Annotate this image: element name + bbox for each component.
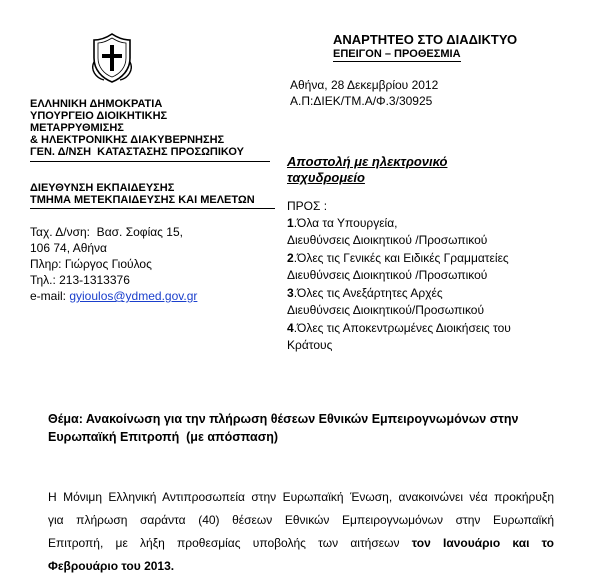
protocol-number: Α.Π:ΔΙΕΚ/ΤΜ.Α/Φ.3/30925 [290,94,433,108]
recipient-subline: Διευθύνσεις Διοικητικού /Προσωπικού [287,268,488,282]
issuer-line: ΓΕΝ. Δ/ΝΣΗ ΚΑΤΑΣΤΑΣΗΣ ΠΡΟΣΩΠΙΚΟΥ [30,146,244,158]
deadline-text: Φεβρουάριο του 2013. [48,559,175,573]
posting-notice: ΑΝΑΡΤΗΤΕΟ ΣΤΟ ΔΙΑΔΙΚΤΥΟ [333,32,518,47]
subject-line: Θέμα: Ανακοίνωση για την πλήρωση θέσεων Εθνικών Εμπειρογνωμόνων στην [48,412,519,426]
recipient-number: 4 [287,321,294,335]
issuer-line: ΥΠΟΥΡΓΕΙΟ ΔΙΟΙΚΗΤΙΚΗΣ [30,110,168,122]
delivery-method: ταχυδρομείο [287,170,365,185]
directorate-name: ΔΙΕΥΘΥΝΣΗ ΕΚΠΑΙΔΕΥΣΗΣ [30,182,175,194]
email-row [30,288,197,304]
document-date: Αθήνα, 28 Δεκεμβρίου 2012 [290,78,439,92]
recipient-subline: Διευθύνσεις Διοικητικού /Προσωπικού [287,233,488,247]
email-link[interactable]: gyioulos@ydmed.gov.gr [69,289,198,303]
urgency-underline [333,61,461,62]
recipient-text: .Όλες τις Αποκεντρωμένες Διοικήσεις του [293,321,511,335]
email-label: e-mail: [30,289,70,303]
delivery-method: Αποστολή με ηλεκτρονικό [287,154,448,169]
recipient-item [287,285,443,302]
recipient-text: .Όλα τα Υπουργεία, [293,216,398,230]
address-line: 106 74, Αθήνα [30,241,107,255]
body-text: Επιτροπή, με λήξη προθεσμίας υποβολής των αιτήσεων [48,536,412,550]
issuer-line: ΜΕΤΑΡΡΥΘΜΙΣΗΣ [30,122,124,134]
address-line: Ταχ. Δ/νση: Βασ. Σοφίας 15, [30,225,183,239]
recipient-item [287,320,511,337]
body-line [48,532,554,555]
recipient-number: 1 [287,216,294,230]
recipient-subline: Κράτους [287,338,333,352]
divider [30,161,270,162]
deadline-text: τον Ιανουάριο και το [411,536,555,550]
recipient-text: .Όλες τις Ανεξάρτητες Αρχές [293,286,443,300]
urgency-notice: ΕΠΕΙΓΟΝ – ΠΡΟΘΕΣΜΙΑ [333,48,461,60]
coat-of-arms-icon [92,32,132,84]
recipients-heading: ΠΡΟΣ : [287,199,328,213]
divider [30,208,275,209]
recipient-text: .Όλες τις Γενικές και Ειδικές Γραμματείες [293,251,509,265]
body-line: Η Μόνιμη Ελληνική Αντιπροσωπεία στην Ευρωπαϊκή Ένωση, ανακοινώνει νέα προκήρυξη [48,490,554,504]
issuer-line: ΕΛΛΗΝΙΚΗ ΔΗΜΟΚΡΑΤΙΑ [30,98,163,110]
issuer-line: & ΗΛΕΚΤΡΟΝΙΚΗΣ ΔΙΑΚΥΒΕΡΝΗΣΗΣ [30,134,225,146]
recipient-number: 2 [287,251,294,265]
recipient-number: 3 [287,286,294,300]
body-line: για πλήρωση σαράντα (40) θέσεων Εθνικών Εμπειρογνωμόνων στην Ευρωπαϊκή [48,513,554,527]
body-paragraph [48,486,554,578]
section-name: ΤΜΗΜΑ ΜΕΤΕΚΠΑΙΔΕΥΣΗΣ ΚΑΙ ΜΕΛΕΤΩΝ [30,194,255,206]
phone-number: Τηλ.: 213-1313376 [30,273,130,287]
recipient-item [287,250,509,267]
subject-line: Ευρωπαϊκή Επιτροπή (με απόσπαση) [48,430,279,444]
recipient-subline: Διευθύνσεις Διοικητικού/Προσωπικού [287,303,485,317]
contact-person: Πληρ: Γιώργος Γιούλος [30,257,152,271]
recipient-item [287,215,398,232]
